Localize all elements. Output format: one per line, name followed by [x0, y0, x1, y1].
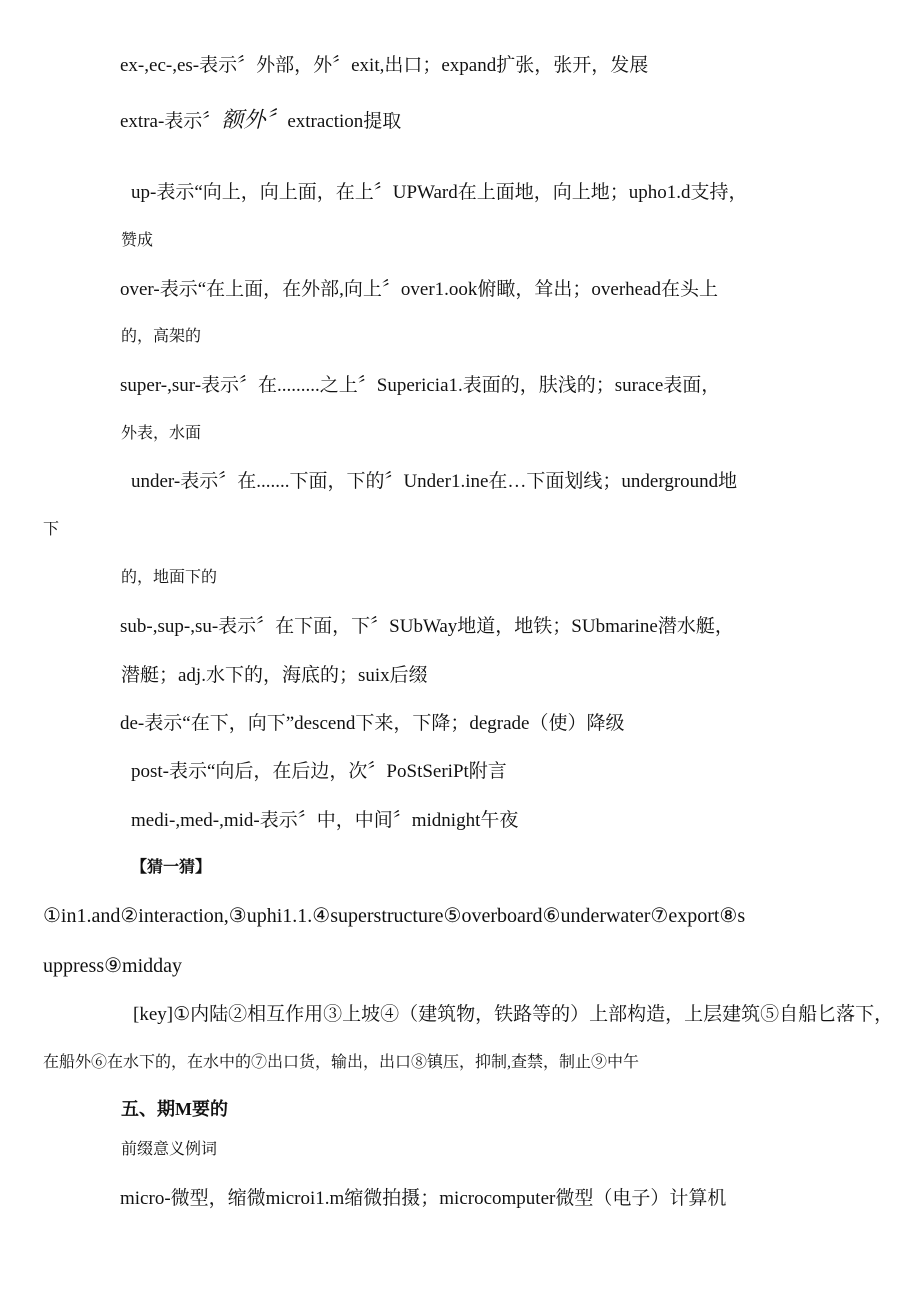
text-line: ①in1.and②interaction,③uphi1.1.④superstructure⑤overboard⑥underwater⑦export⑧s [43, 905, 746, 927]
text-line: 的，高架的 [121, 328, 202, 345]
text-line: 的，地面下的 [121, 569, 218, 586]
text-line: de-表示“在下，向下”descend下来，下降；degrade（使）降级 [120, 713, 625, 734]
section-heading: 【猜一猜】 [131, 859, 212, 876]
text-line: 赞成 [121, 232, 154, 249]
text-span: extraction提取 [287, 111, 402, 132]
text-line: 在船外⑥在水下的，在水中的⑦出口货，输出，出口⑧镇压，抑制,查禁，制止⑨中午 [43, 1054, 640, 1071]
text-span-italic: 额外〞 [221, 107, 288, 132]
text-line: 下 [43, 521, 60, 538]
table-header: 前缀意义例词 [121, 1141, 218, 1158]
text-line: ex-,ec-,es-表示〞外部，外〞exit,出口；expand扩张，张开，发展 [120, 55, 649, 76]
text-line: sub-,sup-,su-表示〞在下面，下〞SUbWay地道，地铁；SUbmarine潜水艇， [120, 616, 734, 637]
section-title: 五、期M要的 [121, 1099, 228, 1119]
text-line: 外表，水面 [121, 425, 202, 442]
text-line: micro-微型，缩微microi1.m缩微拍摄；microcomputer微型（电子）计算机 [120, 1188, 727, 1209]
text-line: super-,sur-表示〞在.........之上〞Supericia1.表面的，肤浅的；surace表面， [120, 375, 721, 396]
text-line [120, 109, 401, 131]
text-line: post-表示“向后，在后边，次〞PoStSeriPt附言 [131, 761, 507, 782]
text-span: extra-表示〞 [120, 111, 222, 132]
text-line: up-表示“向上，向上面，在上〞UPWard在上面地，向上地；upho1.d支持， [131, 182, 748, 203]
text-line: under-表示〞在.......下面，下的〞Under1.ine在…下面划线；underground地 [131, 471, 738, 492]
text-line: 潜艇；adj.水下的，海底的；suix后缀 [121, 665, 428, 686]
text-line: medi-,med-,mid-表示〞中，中间〞midnight午夜 [131, 810, 519, 831]
text-line: uppress⑨midday [43, 955, 183, 977]
text-line: [key]①内陆②相互作用③上坡④（建筑物，铁路等的）上部构造，上层建筑⑤自船匕落下， [133, 1004, 894, 1025]
text-line: over-表示“在上面，在外部,向上〞over1.ook俯瞰，耸出；overhead在头上 [120, 279, 719, 300]
